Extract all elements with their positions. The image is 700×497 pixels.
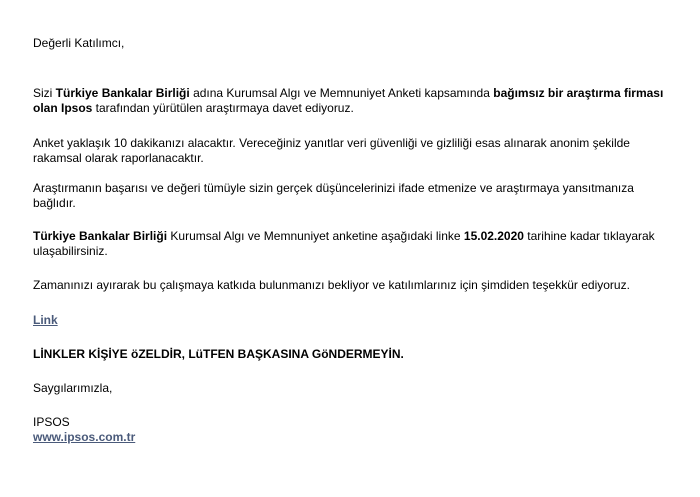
text: tarihine kadar tıklayarak ulaşabilirsiniz. bbox=[33, 229, 655, 258]
importance-paragraph: Araştırmanın başarısı ve değeri tümüyle sizin gerçek düşüncelerinizi ifade etmenize ve araştırmaya yansıtmanıza bağlıdır. bbox=[33, 181, 634, 210]
text: Kurumsal Algı ve Memnuniyet anketine aşağıdaki linke bbox=[167, 229, 464, 243]
duration-paragraph: Anket yaklaşık 10 dakikanızı alacaktır. Vereceğiniz yanıtlar veri güvenliği ve gizliliği esas alınarak anonim şekilde rakamsal olarak raporlanacaktır. bbox=[33, 136, 630, 165]
bold-org-name: Türkiye Bankalar Birliği bbox=[33, 229, 168, 243]
bold-firm-description: bağımsız bir araştırma firması olan Ipsos bbox=[33, 86, 664, 115]
greeting: Değerli Katılımcı, bbox=[33, 36, 125, 50]
website-link[interactable]: www.ipsos.com.tr bbox=[33, 430, 136, 444]
signature-company: IPSOS bbox=[33, 415, 70, 429]
text: adına Kurumsal Algı ve Memnuniyet Anketi kapsamında bbox=[189, 86, 494, 100]
warning-bold: LİNKLER KİŞİYE öZELDİR, LüTFEN BAŞKASINA GöNDERMEYİN. bbox=[33, 347, 404, 361]
survey-link-row bbox=[33, 313, 58, 328]
thanks-paragraph: Zamanınızı ayırarak bu çalışmaya katkıda bulunmanızı bekliyor ve katılımlarınız için şimdiden teşekkür ediyoruz. bbox=[33, 278, 630, 292]
survey-link[interactable]: Link bbox=[33, 313, 58, 327]
bold-deadline-date: 15.02.2020 bbox=[463, 229, 524, 243]
deadline-paragraph bbox=[33, 229, 673, 259]
warning-text bbox=[33, 347, 404, 362]
bold-org-name: Türkiye Bankalar Birliği bbox=[55, 86, 190, 100]
text: Sizi bbox=[33, 86, 56, 100]
invitation-paragraph bbox=[33, 86, 673, 116]
signature bbox=[33, 415, 135, 445]
closing-regards: Saygılarımızla, bbox=[33, 381, 113, 395]
text: tarafından yürütülen araştırmaya davet ediyoruz. bbox=[92, 101, 354, 115]
